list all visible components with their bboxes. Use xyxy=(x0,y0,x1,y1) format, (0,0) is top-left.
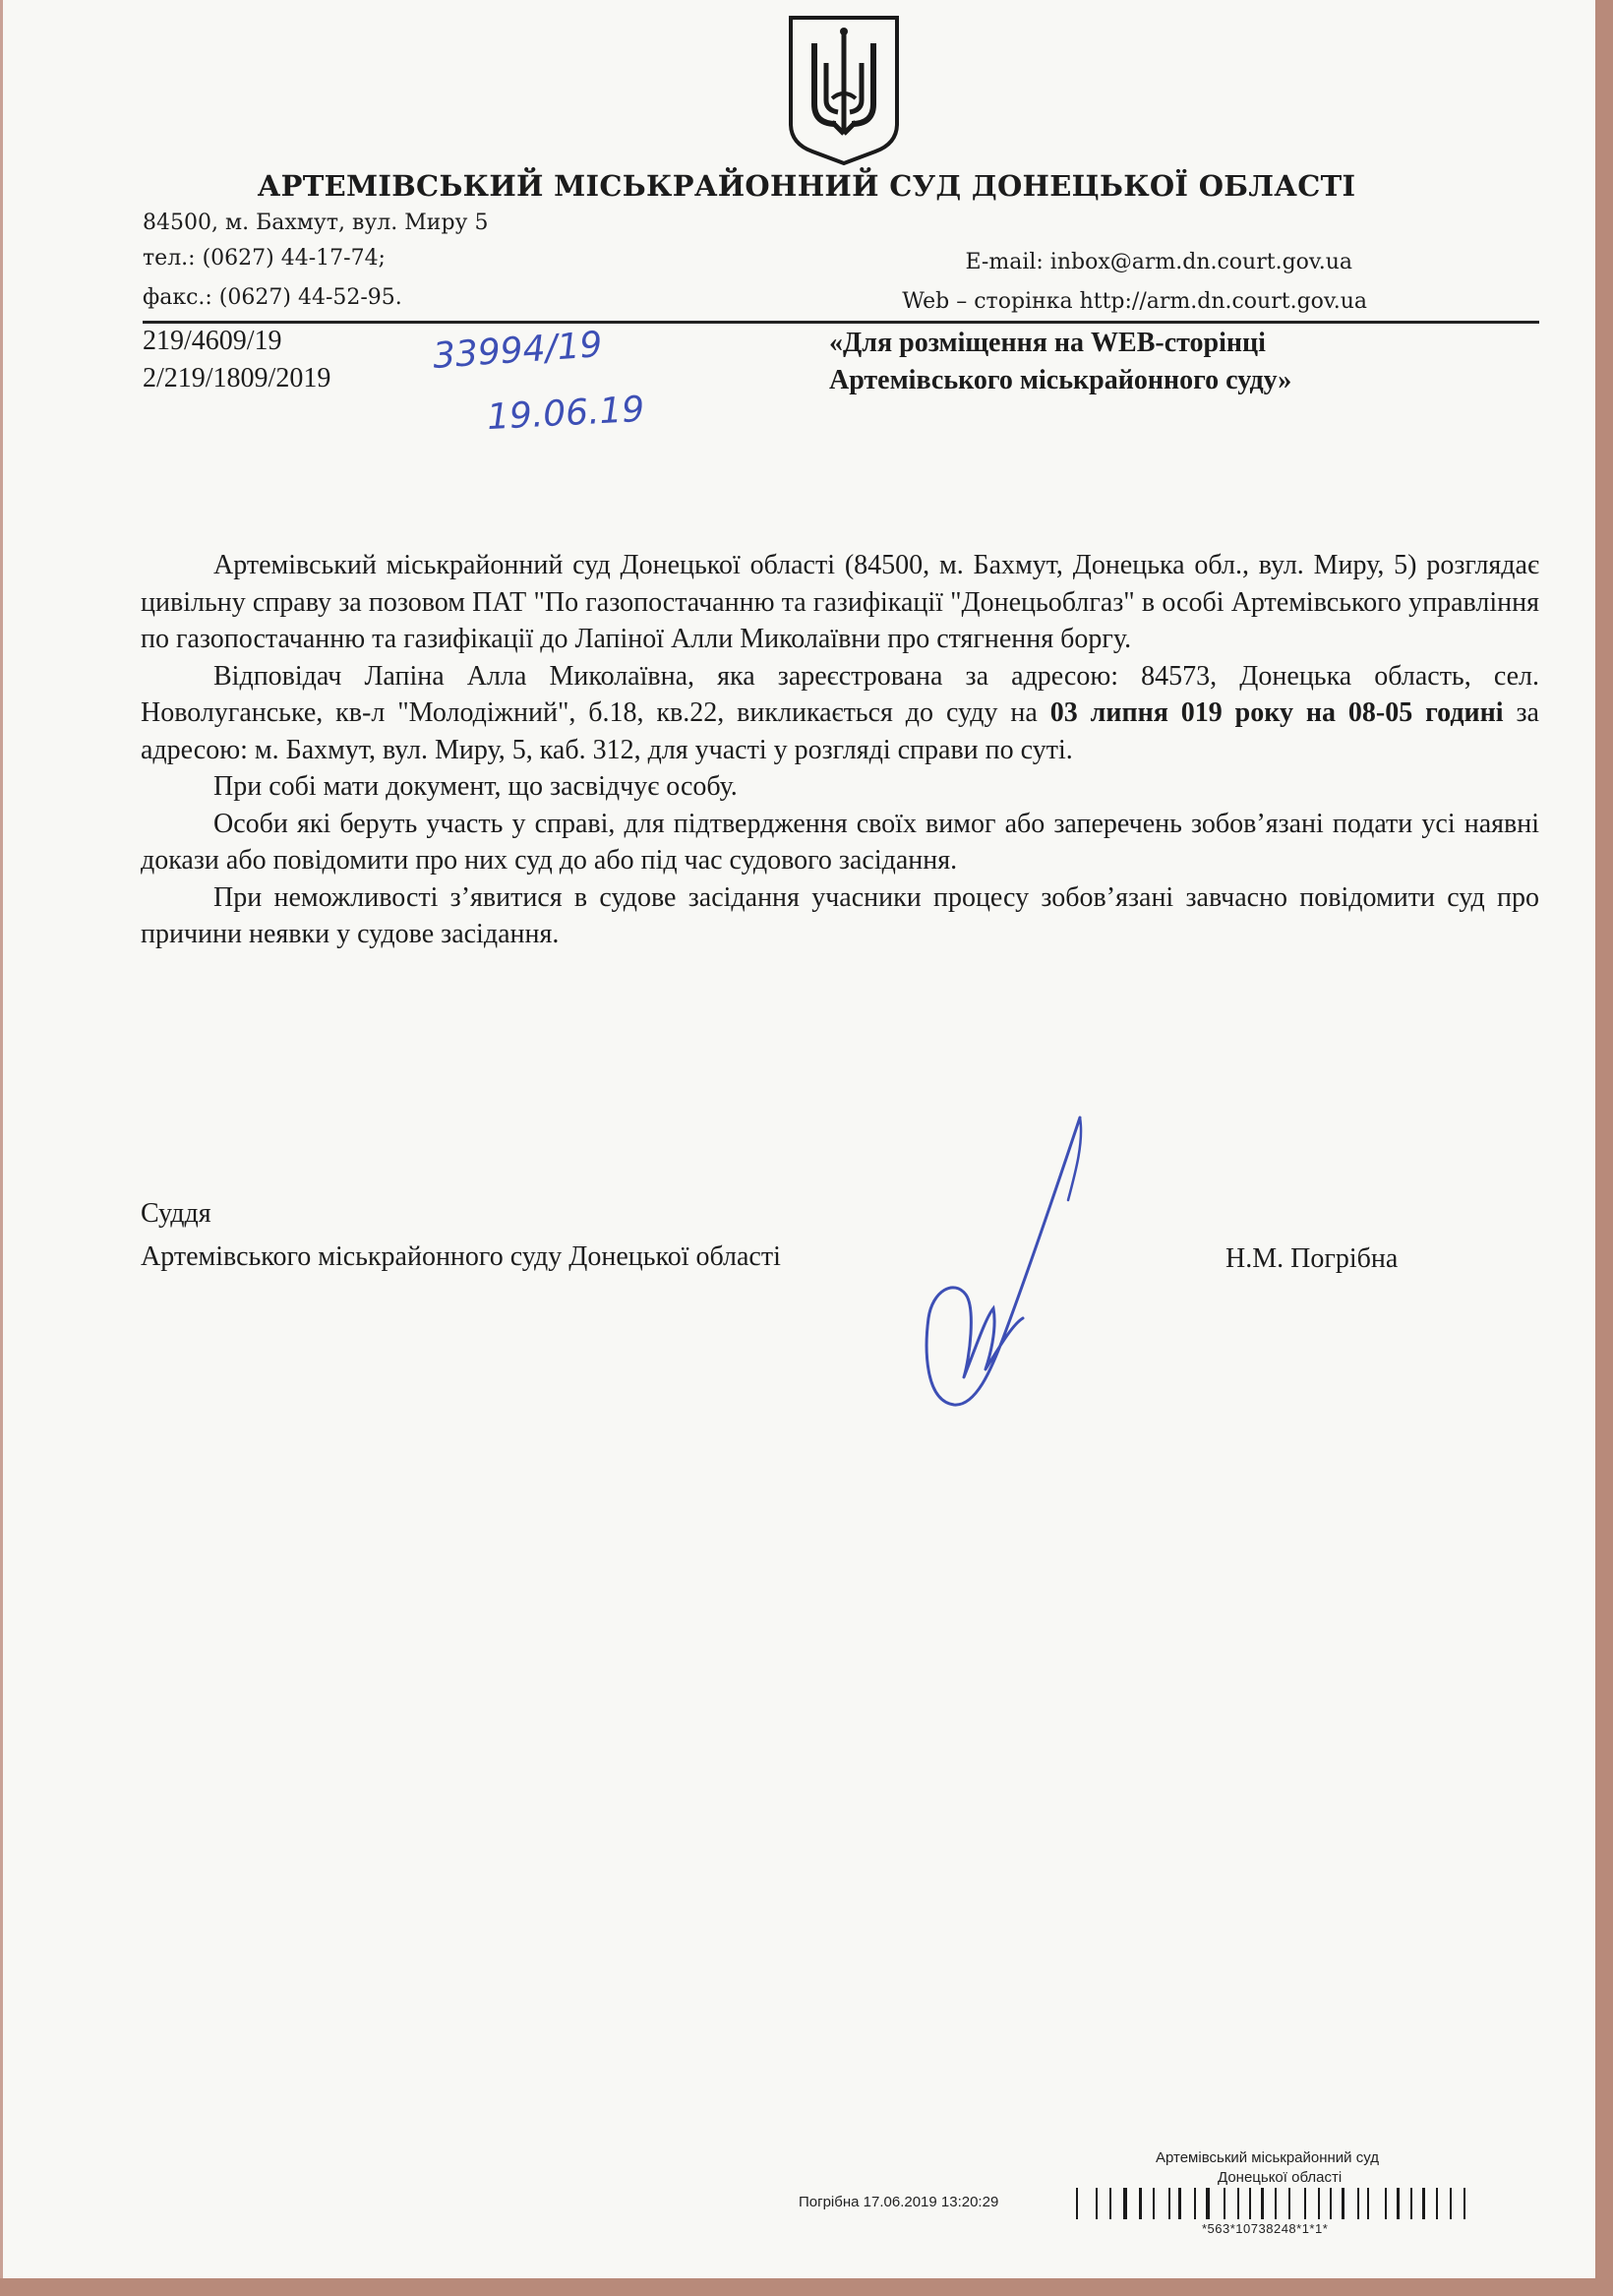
court-phone: тел.: (0627) 44-17-74; xyxy=(143,246,386,271)
handwritten-incoming-number: 33994/19 xyxy=(431,325,604,377)
barcode-bar xyxy=(1206,2188,1210,2219)
barcode-text: *563*10738248*1*1* xyxy=(1202,2221,1329,2236)
court-email: E-mail: inbox@arm.dn.court.gov.ua xyxy=(965,250,1352,274)
scan-edge-bottom xyxy=(0,2278,1613,2296)
proceeding-number: 2/219/1809/2019 xyxy=(143,363,331,393)
paragraph-absence-notice: При неможливості з’явитися в судове засідання учасники процесу зобов’язані завчасно повідомити суд про причини неявки у судове засідання. xyxy=(141,881,1539,949)
paragraph-case-description: Артемівський міськрайонний суд Донецької області (84500, м. Бахмут, Донецька обл., вул. Миру, 5) розглядає цивільну справу за позовом ПАТ "По газопостачанню та газифікації "Донецьоблгаз" в особі Артемівського управління по газопостачанню та газифікації до Лапіної Алли Миколаївни про стягнення боргу. xyxy=(141,550,1539,654)
barcode-bar xyxy=(1178,2188,1181,2219)
barcode-bar xyxy=(1318,2188,1320,2219)
hearing-date-time: 03 липня 019 року на 08-05 годині xyxy=(1049,697,1504,728)
web-publication-note xyxy=(829,325,1291,399)
barcode-bar xyxy=(1464,2188,1465,2219)
court-address: 84500, м. Бахмут, вул. Миру 5 xyxy=(143,211,489,235)
registration-record: Погрібна 17.06.2019 13:20:29 xyxy=(799,2194,999,2210)
paragraph-summons xyxy=(141,658,1539,769)
barcode-bar xyxy=(1194,2188,1196,2219)
barcode-bar xyxy=(1385,2188,1387,2219)
barcode-bar xyxy=(1123,2188,1127,2219)
barcode-bar xyxy=(1237,2188,1239,2219)
barcode-bar xyxy=(1224,2188,1225,2219)
barcode-bar xyxy=(1288,2188,1290,2219)
barcode-bar xyxy=(1342,2188,1344,2219)
notice-body xyxy=(141,547,1539,953)
judge-signature xyxy=(915,1112,1111,1417)
header-divider xyxy=(143,321,1539,324)
barcode-bar xyxy=(1422,2188,1425,2219)
summons-text-start: Відповідач Лапіна Алла Миколаївна, яка зареєстрована за адресою: 84573, Донецька область, сел. Новолуганське, кв-л "Молодіжний", б.18, кв.22, викликається до суду на xyxy=(141,660,1539,728)
paragraph-evidence: Особи які беруть участь у справі, для підтвердження своїх вимог або заперечень зобов’язані подати усі наявні докази або повідомити про них суд до або під час судового засідання. xyxy=(141,808,1539,876)
judge-name: Н.М. Погрібна xyxy=(1225,1243,1399,1274)
barcode-bar xyxy=(1304,2188,1306,2219)
coat-of-arms-emblem xyxy=(785,14,903,167)
scan-edge-left xyxy=(0,0,3,2278)
court-fax: факс.: (0627) 44-52-95. xyxy=(143,285,402,310)
barcode-bar xyxy=(1139,2188,1142,2219)
barcode-bar xyxy=(1436,2188,1438,2219)
barcode-bar xyxy=(1330,2188,1332,2219)
web-note-line2: Артемівського міськрайонного суду» xyxy=(829,365,1292,395)
stamp-court-line2: Донецької області xyxy=(1218,2169,1343,2186)
summons-text-end: за адресою: м. Бахмут, вул. Миру, 5, каб. 312, для участі у розгляді справи по суті. xyxy=(141,697,1539,765)
web-note-line1: «Для розміщення на WEB-сторінці xyxy=(829,328,1266,358)
signatory-title: Суддя xyxy=(141,1198,211,1229)
handwritten-incoming-date: 19.06.19 xyxy=(486,389,646,439)
barcode-bar xyxy=(1367,2188,1369,2219)
case-number: 219/4609/19 xyxy=(143,326,282,356)
barcode-bar xyxy=(1096,2188,1098,2219)
signatory-court: Артемівського міськрайонного суду Донецької області xyxy=(141,1241,781,1272)
barcode-bar xyxy=(1450,2188,1452,2219)
barcode-bar xyxy=(1168,2188,1170,2219)
scan-edge-right xyxy=(1595,0,1613,2296)
barcode-bar xyxy=(1249,2188,1251,2219)
barcode-bar xyxy=(1357,2188,1359,2219)
barcode-bar xyxy=(1153,2188,1155,2219)
barcode-bar xyxy=(1109,2188,1111,2219)
paragraph-identity-document: При собі мати документ, що засвідчує особу. xyxy=(213,771,738,802)
barcode-bar xyxy=(1275,2188,1277,2219)
stamp-court-line1: Артемівський міськрайонний суд xyxy=(1156,2149,1379,2166)
court-name-heading: АРТЕМІВСЬКИЙ МІСЬКРАЙОННИЙ СУД ДОНЕЦЬКОЇ ОБЛАСТІ xyxy=(257,169,1356,203)
barcode-bar xyxy=(1261,2188,1264,2219)
barcode-bar xyxy=(1410,2188,1412,2219)
barcode-bar xyxy=(1076,2188,1078,2219)
registration-barcode xyxy=(1076,2188,1534,2219)
barcode-bar xyxy=(1397,2188,1400,2219)
court-website: Web – сторінка http://arm.dn.court.gov.ua xyxy=(902,289,1367,314)
